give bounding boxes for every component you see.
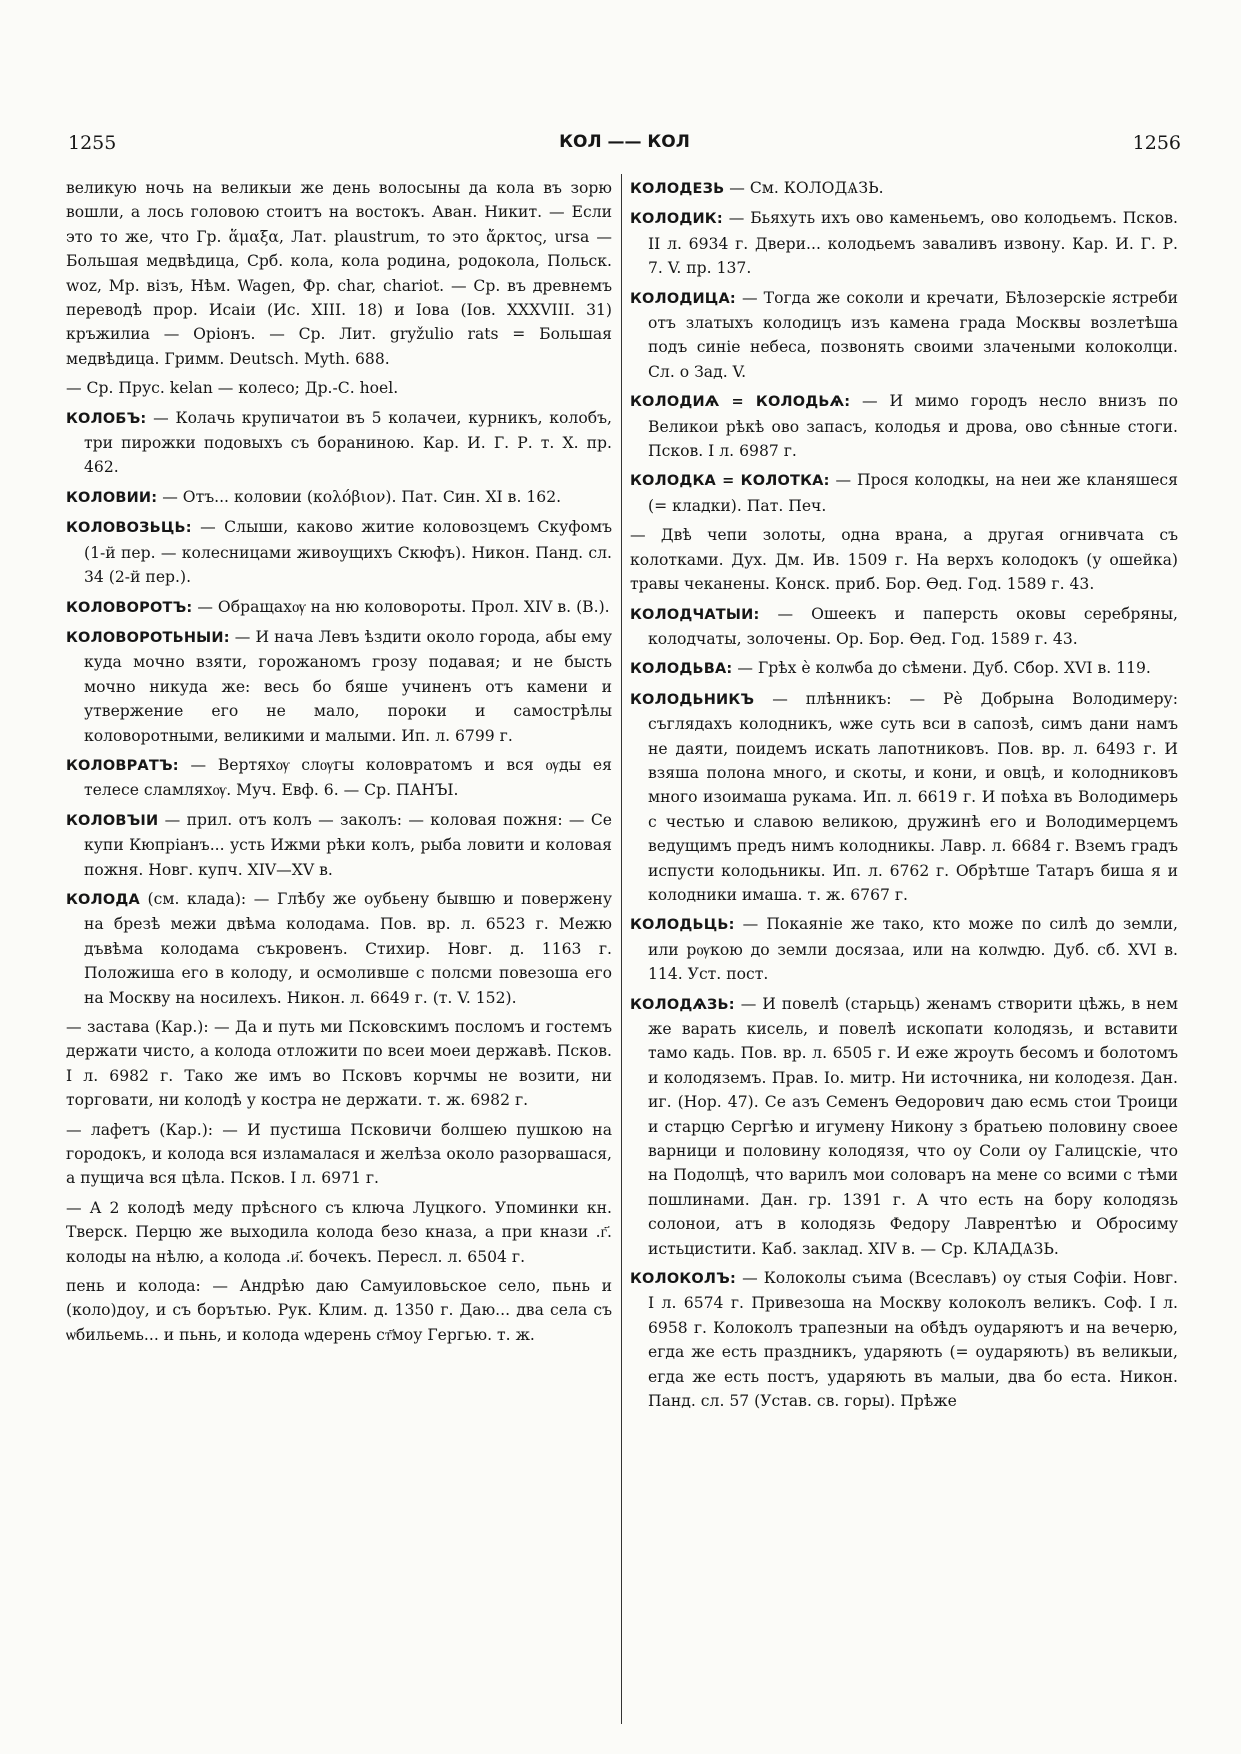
entry-headword: КОЛОБЪ: — [66, 410, 147, 427]
entry-text: — прил. отъ колъ — заколъ: — коловая пожня: — Се купи Кюпріанъ... усть Ижми рѣки колъ, рыба ловити и коловая пожня. Новг. купч. XIV—XV в. — [84, 810, 612, 879]
dictionary-entry — [630, 523, 1178, 596]
dictionary-entry — [66, 1015, 612, 1113]
entry-headword: КОЛОДИЦА: — [630, 290, 736, 307]
entry-headword: КОЛОВИИ: — [66, 489, 158, 506]
entry-headword: КОЛОВРАТЪ: — [66, 757, 179, 774]
dictionary-entry — [630, 602, 1178, 652]
dictionary-entry — [66, 176, 612, 371]
entry-headword: КОЛОВОРОТЪ: — [66, 599, 193, 616]
dictionary-entry — [66, 376, 612, 400]
entry-text: — плѣнникъ: — Рѐ Добрына Володимеру: съглядахъ колодникъ, ѡже суть вси в сапозѣ, симъ дани намъ не даяти, поидемъ искать лапотниковъ. Пов. вр. л. 6493 г. И взяша полона много, и скоты, и кони, и овцѣ, и колодниковъ много изоимаша рукама. Ип. л. 6619 г. И поѣха въ Володимерь с честью и славою великою, дружинѣ его и Володимерцемъ ведущимъ предъ нимъ колодникы. Лавр. л. 6684 г. Вземъ градъ испусти колодьникы. Ип. л. 6762 г. Обрѣтше Татаръ биша я и колодники имаша. т. ж. 6767 г. — [648, 689, 1178, 904]
entry-text: — Обращахѹ на ню коловороты. Прол. XIV в. (В.). — [192, 597, 610, 616]
dictionary-entry — [630, 206, 1178, 280]
dictionary-entry — [66, 595, 612, 620]
dictionary-entry — [630, 176, 1178, 201]
page-number-right: 1256 — [1132, 132, 1181, 154]
entry-text: — Ср. Прус. kelan — колесо; Др.-С. hoel. — [66, 379, 399, 398]
dictionary-entry — [66, 887, 612, 1010]
entry-text: — Вертяхѹ слѹгы коловратомъ и вся ѹды ея телесе сламляхѹ. Муч. Евф. 6. — Ср. ПАНЪІ. — [84, 755, 612, 800]
dictionary-entry — [630, 468, 1178, 518]
running-header — [68, 132, 1181, 162]
dictionary-entry — [66, 1196, 612, 1269]
entry-text: — Колоколы съима (Всеславъ) оу стыя Софіи. Новг. I л. 6574 г. Привезоша на Москву колоколъ великъ. Соф. I л. 6958 г. Колоколъ трапезныи на обѣдъ оударяютъ и на вечерю, егда же есть праздникъ, ударяють (= оударяють) въ великыи, егда же есть постъ, ударяють въ малыи, два бо еста. Никон. Панд. сл. 57 (Устав. св. горы). Прѣже — [648, 1269, 1178, 1411]
entry-text: (см. клада): — Глѣбу же оубьену бывшю и повержену на брезѣ межи двѣма колодама. Пов. вр. л. 6523 г. Межю дъвѣма колодама съкровенъ. Стихир. Новг. д. 1163 г. Положиша его в колоду, и осмоливше с полсми повезоша его на Москву на носилехъ. Никон. л. 6649 г. (т. V. 152). — [84, 889, 612, 1007]
entry-headword: КОЛОКОЛЪ: — [630, 1271, 736, 1288]
entry-headword: КОЛОДКА = КОЛОТКА: — [630, 473, 830, 490]
page-number-left: 1255 — [68, 132, 117, 154]
entry-text: — Колачь крупичатои въ 5 колачеи, курникъ, колобъ, три пирожки подовыхъ съ бораниною. Кар. И. Г. Р. т. X. пр. 462. — [84, 408, 612, 477]
entry-text: — Отъ... коловии (κολόβιον). Пат. Син. XI в. 162. — [157, 487, 562, 506]
entry-text: — И повелѣ (старьць) женамъ створити цѣжь, в нем же варать кисель, и повелѣ ископати колодязь, и вставити тамо кадь. Пов. вр. л. 6505 г. И еже жроуть бесомъ и болотомъ и колодяземъ. Прав. Іо. митр. Ни источника, ни колодезя. Дан. иг. (Нор. 47). Се азъ Семенъ Ѳедорович даю есмь стои Троици и старцю Сергѣю и игумену Никону з братьею половину своее варници и половину колодязя, что оу Соли оу Галицскіе, что на Подолцѣ, что варилъ мои соловаръ на мене со всими с тѣми пошлинами. Дан. гр. 1391 г. А что есть на бору колодязь солонои, атъ в колодязь Федору Лаврентѣю и Обросиму истьцистити. Каб. заклад. XIV в. — Ср. КЛАДѦЗЬ. — [648, 994, 1178, 1258]
entry-headword: КОЛОДѦЗЬ: — [630, 996, 735, 1013]
running-title: КОЛ —— КОЛ — [559, 132, 690, 152]
column-divider — [621, 174, 622, 1724]
dictionary-entry — [66, 1118, 612, 1191]
entry-headword: КОЛОДЬВА: — [630, 661, 733, 678]
dictionary-entry — [630, 912, 1178, 986]
entry-headword: КОЛОДЬНИКЪ — [630, 691, 755, 708]
entry-text: — И нача Левъ ѣздити около города, абы ему куда мочно взяти, горожаномъ грозу подавая; и не бысть мочно никуда же: весь бо бяше учиненъ отъ камени и утвержение его не мало, пороки и самострѣлы коловоротными, великими и малыми. Ип. л. 6799 г. — [84, 627, 612, 745]
entry-text: великую ночь на великыи же день волосыны да кола въ зорю вошли, а лось головою стоитъ на востокъ. Аван. Никит. — Если это то же, что Гр. ἅμαξα, Лат. plaustrum, то это ἄρκτος, ursa — Большая медвѣдица, Срб. кола, кола родина, родокола, Польск. woz, Мр. вiзъ, Нѣм. Wagen, Фр. char, chariot. — Ср. въ древнемъ переводѣ прор. Исаiи (Ис. XIII. 18) и Іова (Іов. XXXVIII. 31) кръжилиа — Оріонъ. — Ср. Лит. gryžulio rats = Большая медвѣдица. Гримм. Deutsch. Myth. 688. — [66, 179, 612, 368]
entry-text: — Покаяніе же тако, кто може по силѣ до земли, или рѹкою до земли досязаа, или на колѡдю. Дуб. сб. XVI в. 114. Уст. пост. — [648, 915, 1178, 984]
entry-text: — И мимо городъ несло внизъ по Великои рѣкѣ ово запасъ, колодья и дрова, ово сѣнные стоги. Псков. I л. 6987 г. — [648, 392, 1178, 461]
dictionary-entry — [630, 656, 1178, 681]
dictionary-entry — [630, 1266, 1178, 1413]
right-column — [630, 176, 1178, 1724]
dictionary-entry — [630, 992, 1178, 1261]
entry-headword: КОЛОДЧАТЫИ: — [630, 606, 760, 623]
entry-text: пень и колода: — Андрѣю даю Самуиловьское село, пьнь и (коло)доу, и съ борътью. Рук. Клим. д. 1350 г. Даю... два села съ ѡбильемь... и пьнь, и колода ѡдерень ст҃моу Гергью. т. ж. — [66, 1277, 612, 1344]
dictionary-entry — [66, 485, 612, 510]
dictionary-entry — [630, 286, 1178, 385]
entry-text: — См. КОЛОДѦЗЬ. — [724, 179, 884, 197]
entry-headword: КОЛОДЬЦЬ: — [630, 917, 735, 934]
dictionary-entry — [630, 687, 1178, 908]
dictionary-entry — [630, 389, 1178, 463]
entry-headword: КОЛОДА — [66, 891, 140, 908]
entry-text: — Тогда же соколи и кречати, Бѣлозерскіе ястреби отъ златыхъ колодицъ изъ камена града Москвы возлетѣша подъ синіе небеса, позвонять своими злачеными колоколци. Сл. о Зад. V. — [648, 288, 1178, 381]
dictionary-entry — [66, 808, 612, 882]
left-column — [66, 176, 612, 1724]
entry-headword: КОЛОДЕЗЬ — [630, 181, 725, 197]
entry-headword: КОЛОДИѦ = КОЛОДЬѦ: — [630, 394, 851, 411]
entry-headword: КОЛОВОРОТЬНЫИ: — [66, 629, 230, 646]
entry-headword: КОЛОДИК: — [630, 211, 723, 228]
entry-text: — Бьяхуть ихъ ово каменьемъ, ово колодьемъ. Псков. II л. 6934 г. Двери... колодьемъ заваливъ извону. Кар. И. Г. Р. 7. V. пр. 137. — [648, 209, 1178, 278]
entry-text: — Слыши, каково житие коловозцемъ Скуфомъ (1-й пер. — колесницами живоущихъ Скюфъ). Никон. Панд. сл. 34 (2-й пер.). — [84, 518, 612, 587]
entry-text: — А 2 колодѣ меду прѣсного съ ключа Луцкого. Упоминки кн. Тверск. Перцю же выходила колода безо кназа, а при кнази .г҃. колоды на нѣлю, а колода .и҃. бочекъ. Пересл. л. 6504 г. — [66, 1198, 612, 1266]
entry-headword: КОЛОВЪІИ — [66, 812, 159, 829]
dictionary-entry — [66, 625, 612, 748]
entry-text: — лафетъ (Кар.): — И пустиша Псковичи болшею пушкою на городокъ, и колода вся изламалася и желѣза около разорвашася, а пущича вся цѣла. Псков. I л. 6971 г. — [66, 1120, 612, 1188]
dictionary-entry — [66, 753, 612, 803]
entry-text: — Грѣх ѐ колѡба до сѣмени. Дуб. Сбор. XVI в. 119. — [732, 659, 1151, 678]
dictionary-entry — [66, 406, 612, 480]
dictionary-entry — [66, 1274, 612, 1347]
entry-headword: КОЛОВОЗЬЦЬ: — [66, 520, 192, 537]
entry-text: — Двѣ чепи золоты, одна врана, а другая огнивчата съ колотками. Дух. Дм. Ив. 1509 г. На верхъ колодокъ (у ошейка) травы чеканены. Конск. приб. Бор. Ѳед. Год. 1589 г. 43. — [630, 526, 1178, 594]
dictionary-entry — [66, 515, 612, 589]
entry-text: — Ошеекъ и паперсть оковы серебряны, колодчаты, золочены. Ор. Бор. Ѳед. Год. 1589 г. 43. — [648, 604, 1178, 648]
entry-text: — Прося колодкы, на неи же кланяшеся (= кладки). Пат. Печ. — [648, 471, 1178, 515]
entry-text: — застава (Кар.): — Да и путь ми Псковскимъ посломъ и гостемъ держати чисто, а колода отложити по всеи моеи державѣ. Псков. I л. 6982 г. Тако же имъ во Псковъ корчмы не возити, ни торговати, ни колодѣ у костра не держати. т. ж. 6982 г. — [66, 1018, 612, 1110]
